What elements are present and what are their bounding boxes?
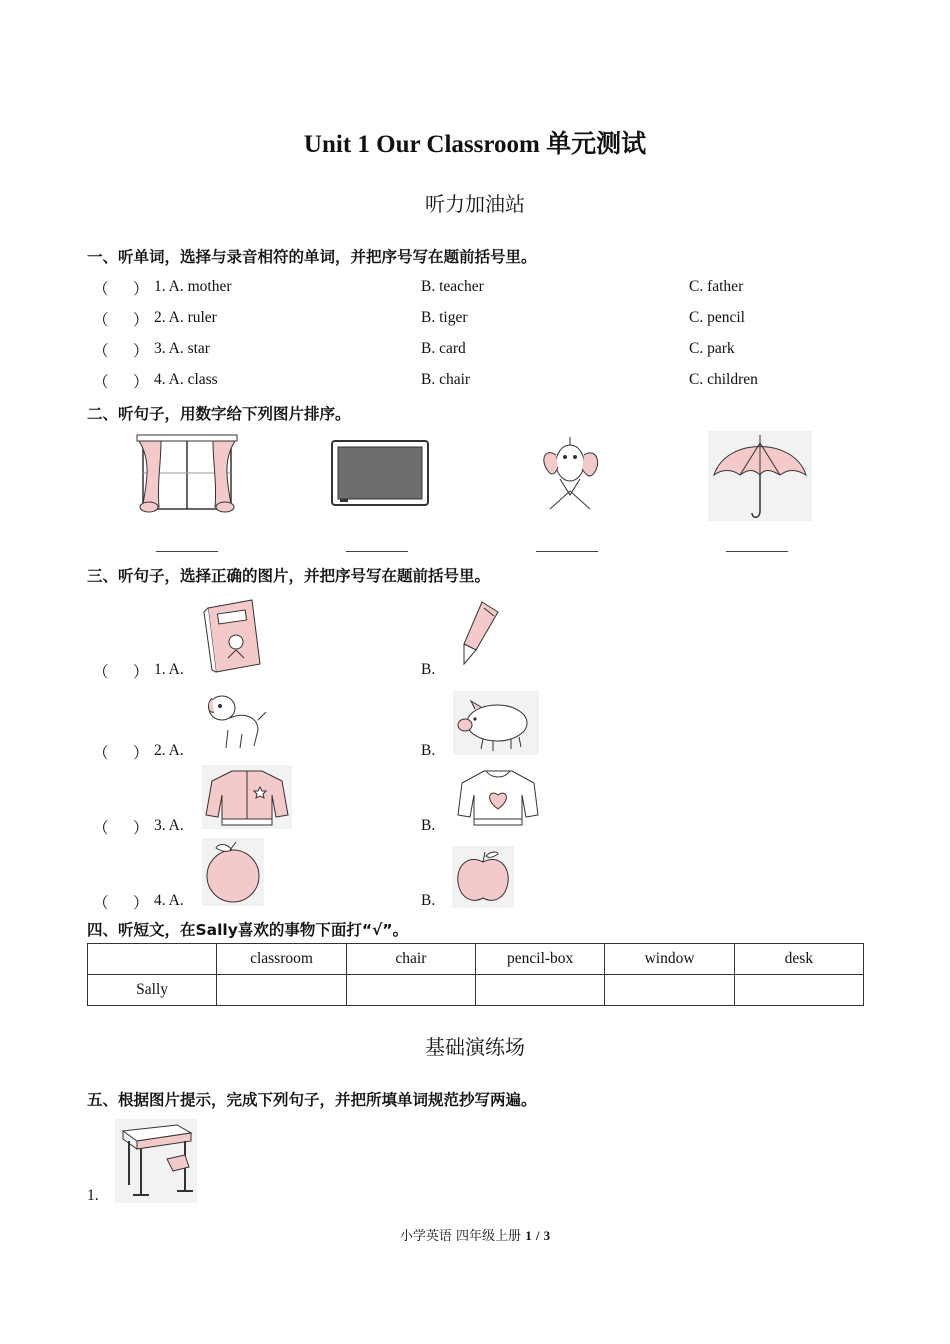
footer-text: 小学英语 四年级上册 <box>399 1229 522 1244</box>
table-header-cell <box>88 944 217 975</box>
q4-heading: 四、听短文，在Sally喜欢的事物下面打“√”。 <box>87 921 409 939</box>
check-cell[interactable] <box>217 975 347 1006</box>
dog-icon <box>202 690 272 752</box>
toy-icon <box>530 433 610 513</box>
row-label: Sally <box>88 975 217 1006</box>
check-cell[interactable] <box>734 975 863 1006</box>
answer-paren-close: ） <box>133 820 149 837</box>
q1-item-option-b: B. teacher <box>421 278 484 295</box>
umbrella-icon <box>708 431 812 521</box>
page-title: Unit 1 Our Classroom 单元测试 <box>303 131 647 158</box>
answer-paren-close: ） <box>133 312 149 329</box>
orange-icon <box>202 838 264 906</box>
answer-paren-close: ） <box>133 343 149 360</box>
table-header-cell: desk <box>734 944 863 975</box>
blackboard-icon <box>330 439 430 509</box>
desk-icon <box>115 1119 197 1203</box>
q3-item-option-a: 3. A. <box>154 817 184 834</box>
answer-paren-close: ） <box>133 895 149 912</box>
q1-item-option-a: 1. A. mother <box>154 278 232 295</box>
q3-item-option-a: 4. A. <box>154 892 184 909</box>
answer-paren-close: ） <box>133 374 149 391</box>
answer-paren-open: （ <box>93 312 109 329</box>
check-cell[interactable] <box>605 975 734 1006</box>
answer-paren-open: （ <box>93 895 109 912</box>
page-footer <box>0 1225 950 1244</box>
q3-item-option-b: B. <box>421 742 436 759</box>
q1-item-option-a: 4. A. class <box>154 371 218 388</box>
table-header-row <box>88 944 864 975</box>
sweater-icon <box>454 765 542 831</box>
table-header-cell: window <box>605 944 734 975</box>
pig-icon <box>453 691 539 755</box>
answer-paren-open: （ <box>93 281 109 298</box>
check-cell[interactable] <box>476 975 605 1006</box>
page-total: 3 <box>543 1228 551 1243</box>
q1-heading: 一、听单词，选择与录音相符的单词，并把序号写在题前括号里。 <box>87 248 537 266</box>
check-cell[interactable] <box>346 975 475 1006</box>
table-header-cell: classroom <box>217 944 347 975</box>
q5-item-number: 1. <box>87 1187 99 1204</box>
order-blank[interactable]: ________ <box>536 537 598 554</box>
q1-item-option-c: C. father <box>689 278 744 295</box>
answer-paren-open: （ <box>93 820 109 837</box>
order-blank[interactable]: ________ <box>726 537 788 554</box>
page-number: 1 <box>525 1228 532 1243</box>
q5-heading: 五、根据图片提示，完成下列句子，并把所填单词规范抄写两遍。 <box>87 1091 537 1109</box>
q1-item-option-a: 2. A. ruler <box>154 309 217 326</box>
q3-item-option-b: B. <box>421 892 436 909</box>
q1-item-option-a: 3. A. star <box>154 340 210 357</box>
answer-paren-open: （ <box>93 664 109 681</box>
q1-item-option-c: C. pencil <box>689 309 745 326</box>
answer-paren-open: （ <box>93 343 109 360</box>
section-title-listening: 听力加油站 <box>425 194 525 216</box>
q3-item-option-b: B. <box>421 661 436 678</box>
q3-item-option-a: 2. A. <box>154 742 184 759</box>
q2-heading: 二、听句子，用数字给下列图片排序。 <box>87 405 351 423</box>
page-separator: / <box>535 1228 540 1243</box>
answer-paren-close: ） <box>133 664 149 681</box>
order-blank[interactable]: ________ <box>346 537 408 554</box>
q1-item-option-c: C. park <box>689 340 735 357</box>
answer-paren-open: （ <box>93 745 109 762</box>
q1-item-option-b: B. chair <box>421 371 471 388</box>
q3-item-option-a: 1. A. <box>154 661 184 678</box>
q3-item-option-b: B. <box>421 817 436 834</box>
order-blank[interactable]: ________ <box>156 537 218 554</box>
section-title-basics: 基础演练场 <box>425 1037 525 1059</box>
table-header-cell: pencil-box <box>476 944 605 975</box>
q1-item-option-c: C. children <box>689 371 758 388</box>
table-header-cell: chair <box>346 944 475 975</box>
answer-paren-close: ） <box>133 281 149 298</box>
apple-icon <box>452 846 514 908</box>
q4-table <box>87 943 864 1006</box>
jacket-icon <box>202 765 292 829</box>
pen-icon <box>454 598 504 668</box>
answer-paren-open: （ <box>93 374 109 391</box>
table-row <box>88 975 864 1006</box>
answer-paren-close: ） <box>133 745 149 762</box>
q1-item-option-b: B. tiger <box>421 309 468 326</box>
window-icon <box>135 433 239 515</box>
storybook-icon <box>202 598 266 674</box>
q3-heading: 三、听句子，选择正确的图片，并把序号写在题前括号里。 <box>87 567 491 585</box>
q1-item-option-b: B. card <box>421 340 466 357</box>
